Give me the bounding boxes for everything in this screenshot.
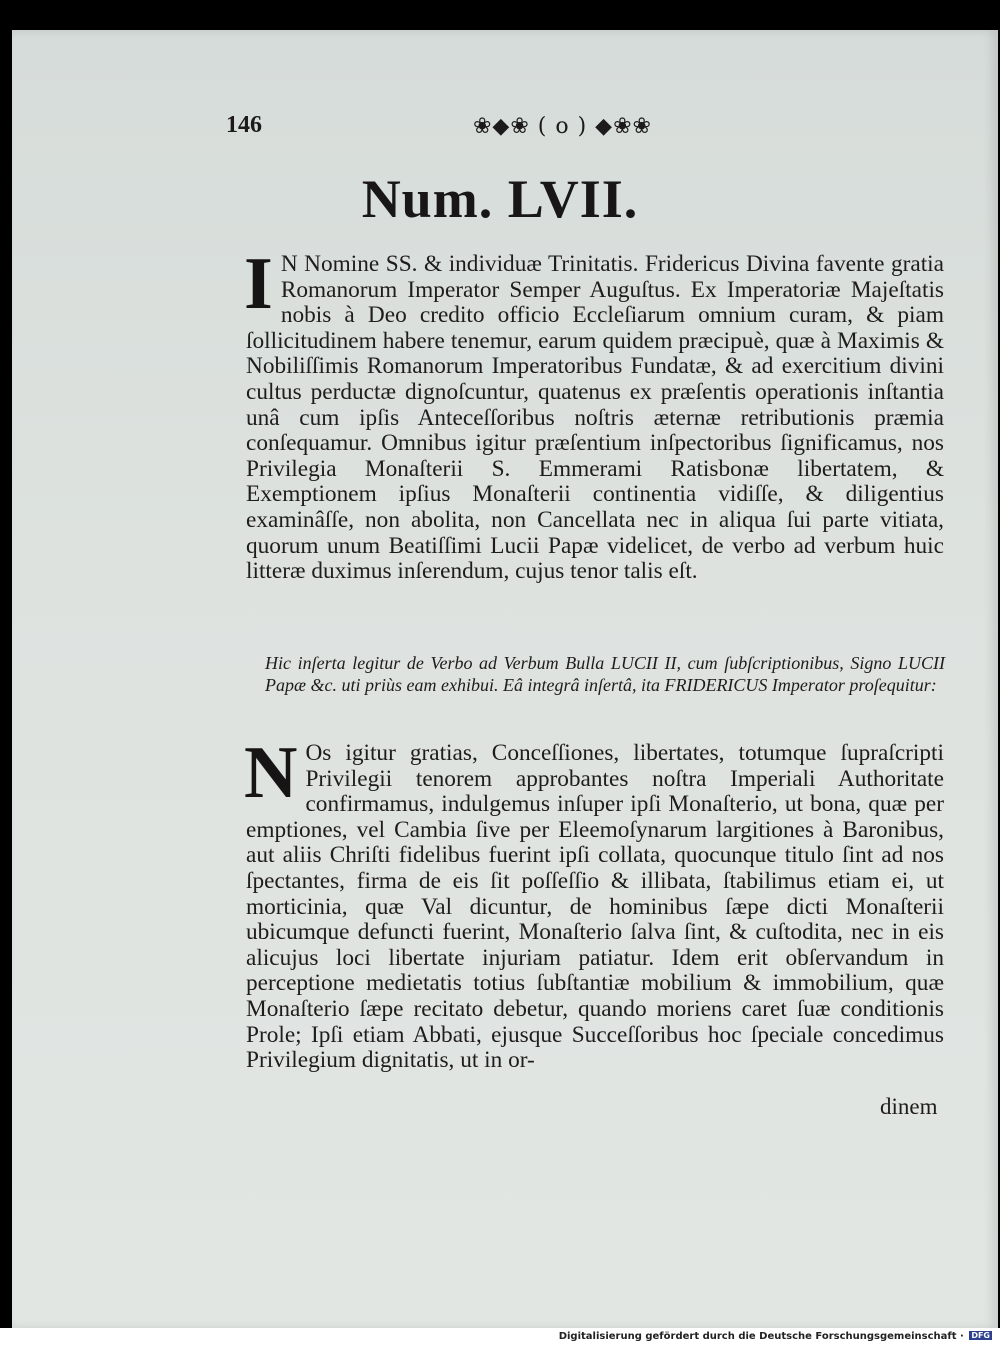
paragraph-1-text: N Nomine SS. & individuæ Trinitatis. Fridericus Divina favente gratia Romanorum Imperator Semper Auguſtus. Ex Imperatoriæ Majeſtatis nobis à Deo credito officio Eccleſiarum omnium curam, & piam ſollicitudinem habere tenemur, earum quidem præcipuè, quæ à Maximis & Nobiliſſimis Romanorum Imperatoribus Fundatæ, & ad exercitium divini cultus perductæ dignoſcuntur, quatenus ex præſentis operationis inſtantia unâ cum ipſis Anteceſſoribus noſtris æternæ retributionis præmia conſequamur. Omnibus igitur præſentium inſpectoribus ſignificamus, nos Privilegia Monaſterii S. Emmerami Ratisbonæ libertatem, & Exemptionem ipſius Monaſterii continentia vidiſſe, & diligentius examinâſſe, non abolita, non Cancellata nec in aliqua ſui parte vitiata, quorum unum Beatiſſimi Lucii Papæ videlicet, de verbo ad verbum huic litteræ duximus inſerendum, cujus tenor talis eſt. (246, 251, 944, 585)
dfg-logo: DFG (971, 1331, 990, 1340)
catchword: dinem (880, 1094, 938, 1119)
insertion-note: Hic inſerta legitur de Verbo ad Verbum Bulla LUCII II, cum ſubſcriptionibus, Signo LUCII Papæ &c. uti priùs eam exhibui. Eâ integrâ inſertâ, ita FRIDERICUS Imperator proſequitur: (265, 653, 945, 695)
paragraph-2 (244, 732, 944, 1074)
dropcap-i: I (244, 243, 273, 325)
page-header (226, 112, 696, 152)
credit-text: Digitalisierung gefördert durch die Deutsche Forschungsgemeinschaft · (558, 1331, 964, 1342)
header-ornament: ❀◆❀ ( o ) ◆❀❀ (473, 114, 652, 139)
paragraph-2-text: Os igitur gratias, Conceſſiones, libertates, totumque ſupraſcripti Privilegii tenorem approbantes noſtra Imperiali Authoritate confirmamus, indulgemus inſuper ipſi Monaſterio, ut bona, quæ per emptiones, vel Cambia ſive per Eleemoſynarum largitiones à Baronibus, aut aliis Chriſti fidelibus fuerint ipſi collata, quocunque titulo ſint ad nos ſpectantes, firma de eis ſit poſſeſſio & illibata, ſtabilimus etiam ei, ut morticinia, quæ Val dicuntur, de hominibus ſæpe dicti Monaſterii ubicumque defuncti fuerint, Monaſterio ſalva ſint, & cuſtodita, nec in eis alicujus loci libertate injuriam patiatur. Idem erit obſervandum in perceptione medietatis totius ſubſtantiæ mobilium & immobilium, quæ Monaſterio ſæpe recitato debetur, quando moriens caret ſuæ conditionis Prole; Ipſi etiam Abbati, ejusque Succeſſoribus hoc ſpeciale concedimus Privilegium dignitatis, ut in or- (246, 740, 944, 1074)
page-title: Num. LVII. (361, 169, 639, 229)
dfg-credit (559, 1331, 992, 1342)
paragraph-1 (244, 243, 944, 585)
page-number: 146 (226, 112, 262, 138)
dropcap-n: N (244, 732, 298, 814)
